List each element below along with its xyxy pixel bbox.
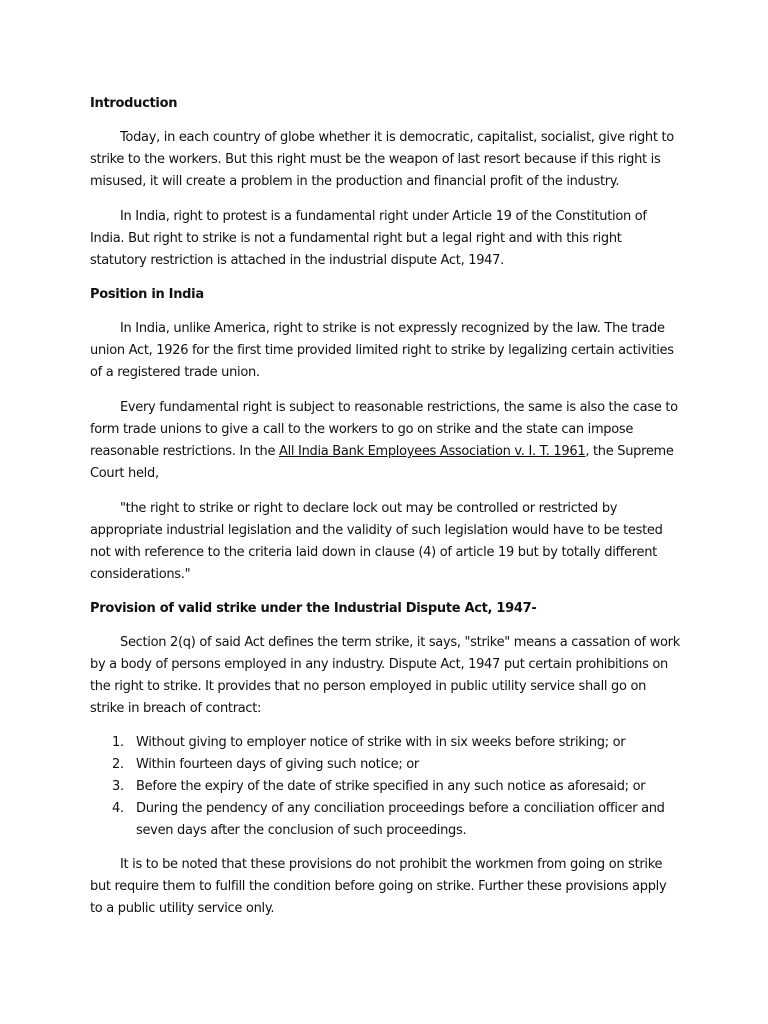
list-item-number: 1. xyxy=(112,735,124,750)
heading-introduction: Introduction xyxy=(90,96,178,111)
paragraph-position-2 xyxy=(90,397,680,485)
prohibitions-list xyxy=(90,732,680,842)
list-item xyxy=(90,798,680,842)
paragraph-intro-1: Today, in each country of globe whether it is democratic, capitalist, socialist, give right to strike to the workers. But this right must be the weapon of last resort because if this right is misused, it will create a problem in the production and financial profit of the industry. xyxy=(90,130,674,189)
paragraph-position-2-start: Every fundamental right is subject to reasonable restrictions, the same is also the case to form trade unions to give a call to the workers to go on strike and the state can impose reasonable restrictions. In the xyxy=(90,400,678,459)
list-item xyxy=(90,754,680,776)
list-item-number: 3. xyxy=(112,779,124,794)
supreme-court-quote: "the right to strike or right to declare lock out may be controlled or restricted by appropriate industrial legislation and the validity of such legislation would have to be tested not with reference to the criteria laid down in clause (4) of article 19 but by totally different considerations." xyxy=(90,501,663,582)
paragraph-section-2q: Section 2(q) of said Act defines the term strike, it says, "strike" means a cassation of work by a body of persons employed in any industry. Dispute Act, 1947 put certain prohibitions on the right to strike. It provides that no person employed in public utility service shall go on strike in breach of contract: xyxy=(90,635,680,716)
heading-provision-valid-strike: Provision of valid strike under the Industrial Dispute Act, 1947- xyxy=(90,601,537,616)
list-item-text: During the pendency of any conciliation proceedings before a conciliation officer and seven days after the conclusion of such proceedings. xyxy=(136,801,665,838)
list-item xyxy=(90,732,680,754)
list-item-text: Before the expiry of the date of strike specified in any such notice as aforesaid; or xyxy=(136,779,646,794)
paragraph-conclusion: It is to be noted that these provisions do not prohibit the workmen from going on strike but require them to fulfill the condition before going on strike. Further these provisions apply to a public utility service only. xyxy=(90,857,667,916)
case-citation: All India Bank Employees Association v. I. T. 1961 xyxy=(279,444,586,459)
list-item-number: 4. xyxy=(112,801,124,816)
list-item-text: Within fourteen days of giving such notice; or xyxy=(136,757,419,772)
paragraph-position-2-end: , the Supreme Court held, xyxy=(90,444,674,481)
list-item xyxy=(90,776,680,798)
heading-position-in-india: Position in India xyxy=(90,287,204,302)
paragraph-intro-2: In India, right to protest is a fundamental right under Article 19 of the Constitution of India. But right to strike is not a fundamental right but a legal right and with this right statutory restriction is attached in the industrial dispute Act, 1947. xyxy=(90,209,647,268)
list-item-number: 2. xyxy=(112,757,124,772)
list-item-text: Without giving to employer notice of strike with in six weeks before striking; or xyxy=(136,735,626,750)
paragraph-position-1: In India, unlike America, right to strike is not expressly recognized by the law. The trade union Act, 1926 for the first time provided limited right to strike by legalizing certain activities of a registered trade union. xyxy=(90,321,674,380)
